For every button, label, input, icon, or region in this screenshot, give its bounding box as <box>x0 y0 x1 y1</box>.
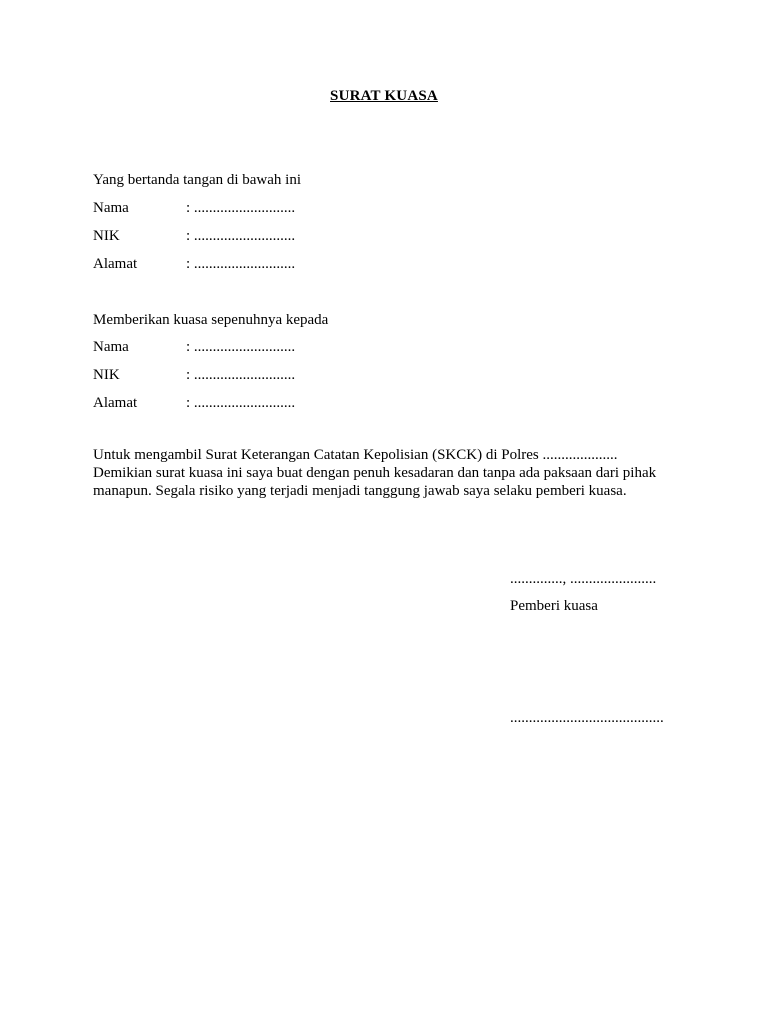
grantor-address-value: : ........................... <box>186 256 296 272</box>
grantee-address-value: : ........................... <box>186 395 296 411</box>
grantee-nik-value: : ........................... <box>186 367 296 383</box>
signer-label: Pemberi kuasa <box>510 598 598 614</box>
grantee-name-label: Nama <box>93 339 129 355</box>
grantee-address-label: Alamat <box>93 395 138 411</box>
grantor-name-label: Nama <box>93 200 129 216</box>
document-title: SURAT KUASA <box>330 88 438 104</box>
grantor-intro: Yang bertanda tangan di bawah ini <box>93 172 302 188</box>
grantee-intro: Memberikan kuasa sepenuhnya kepada <box>93 312 329 328</box>
body-line: Untuk mengambil Surat Keterangan Catatan Kepolisian (SKCK) di Polres .................... <box>93 447 618 463</box>
grantee-name-value: : ........................... <box>186 339 296 355</box>
body-line: Demikian surat kuasa ini saya buat dengan penuh kesadaran dan tanpa ada paksaan dari pihak <box>93 465 657 481</box>
signature-line: ......................................... <box>510 710 664 726</box>
place-date: .............., ....................... <box>510 571 657 587</box>
body-line: manapun. Segala risiko yang terjadi menjadi tanggung jawab saya selaku pemberi kuasa. <box>93 483 627 499</box>
grantor-nik-value: : ........................... <box>186 228 296 244</box>
grantor-nik-label: NIK <box>93 228 120 244</box>
grantee-nik-label: NIK <box>93 367 120 383</box>
grantor-address-label: Alamat <box>93 256 138 272</box>
body-paragraph <box>93 446 673 500</box>
grantor-name-value: : ........................... <box>186 200 296 216</box>
